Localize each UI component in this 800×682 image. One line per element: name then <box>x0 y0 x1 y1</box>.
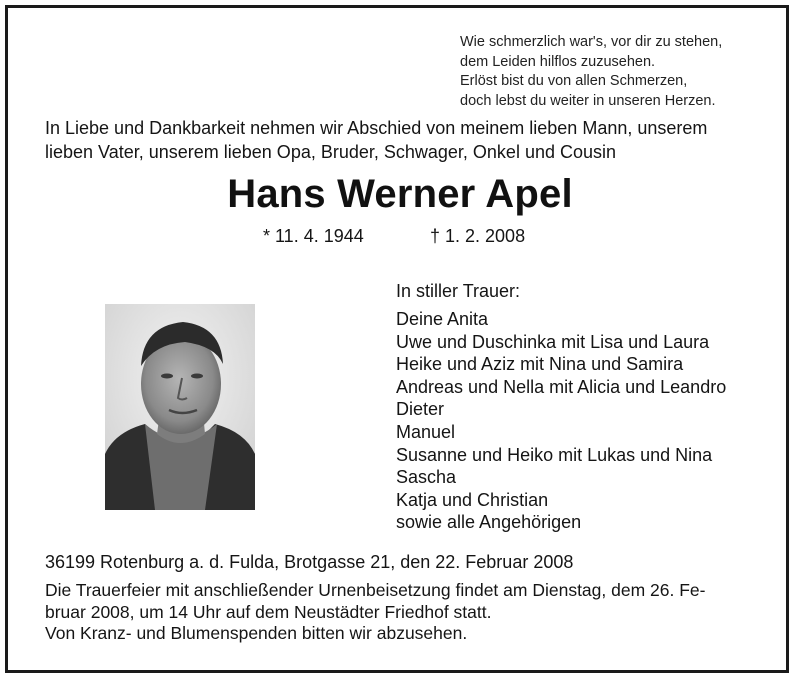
mourner-line: Heike und Aziz mit Nina und Samira <box>396 354 684 375</box>
mourner-line: Manuel <box>396 421 456 442</box>
birth-date: * 11. 4. 1944 <box>263 226 364 246</box>
mourner-line: Susanne und Heiko mit Lukas und Nina <box>396 444 713 465</box>
mourner-line: Deine Anita <box>396 309 489 329</box>
death-date: † 1. 2. 2008 <box>430 226 526 246</box>
deceased-name: Hans Werner Apel <box>227 172 573 216</box>
poem-line: Erlöst bist du von allen Schmerzen, <box>460 73 688 89</box>
place-and-date: 36199 Rotenburg a. d. Fulda, Brotgasse 21, den 22. Februar 2008 <box>45 552 574 572</box>
intro-line: In Liebe und Dankbarkeit nehmen wir Abschied von meinem lieben Mann, unserem <box>45 118 708 138</box>
funeral-notice <box>45 580 705 645</box>
notice-line: bruar 2008, um 14 Uhr auf dem Neustädter Friedhof statt. <box>45 601 492 622</box>
poem <box>460 33 780 111</box>
portrait-photo <box>105 304 255 510</box>
mourner-line: Dieter <box>396 399 445 420</box>
mourner-line: Katja und Christian <box>396 489 549 510</box>
poem-line: doch lebst du weiter in unseren Herzen. <box>460 92 716 109</box>
poem-line: dem Leiden hilflos zuzusehen. <box>460 53 656 70</box>
mourner-line: Sascha <box>396 467 457 488</box>
mourner-line: sowie alle Angehörigen <box>396 512 582 533</box>
mourning-heading: In stiller Trauer: <box>396 281 521 301</box>
intro-line: lieben Vater, unserem lieben Opa, Bruder, Schwager, Onkel und Cousin <box>45 142 617 162</box>
mourner-line: Uwe und Duschinka mit Lisa und Laura <box>396 331 710 352</box>
notice-line: Von Kranz- und Blumenspenden bitten wir abzusehen. <box>45 623 468 643</box>
poem-line: Wie schmerzlich war's, vor dir zu stehen, <box>460 34 723 50</box>
mourner-line: Andreas und Nella mit Alicia und Leandro <box>396 376 727 397</box>
mourners-list <box>396 308 726 534</box>
notice-line: Die Trauerfeier mit anschließender Urnenbeisetzung findet am Dienstag, dem 26. Fe- <box>45 580 706 600</box>
intro-text <box>45 116 775 164</box>
